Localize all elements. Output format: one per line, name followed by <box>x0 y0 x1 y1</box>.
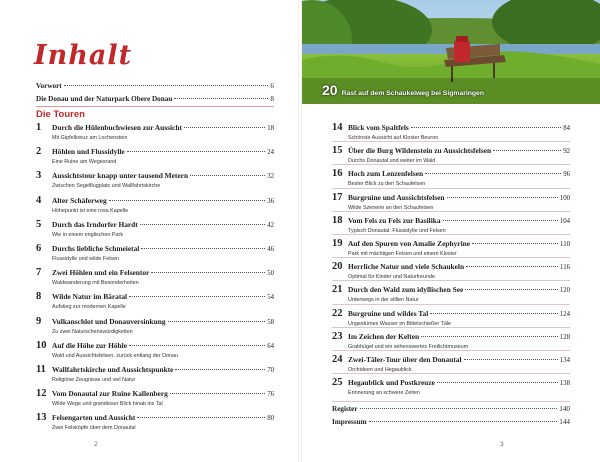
tour-title-line <box>348 123 570 132</box>
tour-page: 18 <box>267 125 274 132</box>
tour-title-line <box>52 413 274 422</box>
entry-divider <box>332 164 570 165</box>
tour-title-line <box>52 341 274 350</box>
leader-dots <box>430 313 557 314</box>
tour-title-line <box>52 244 274 253</box>
tour-title: Über die Burg Wildenstein zu Aussichtsfelsen <box>348 146 492 156</box>
tour-title: Hegaublick und Postkreuze <box>348 378 435 388</box>
tour-description: Waldwanderung mit Besonderheiten <box>52 280 139 287</box>
tour-number: 20 <box>332 261 343 273</box>
tour-page: 92 <box>563 148 570 156</box>
tour-title-line <box>52 317 274 326</box>
tour-description: Unterwegs in der stillen Natur <box>348 297 419 304</box>
tour-title-line <box>52 389 274 398</box>
toc-back-row[interactable] <box>332 418 570 426</box>
right-page <box>300 0 600 462</box>
tour-description: Wald und Aussichtsfelsen, zurück entlang der Donau <box>52 352 178 359</box>
toc-label: Impressum <box>332 418 367 426</box>
tour-title: Auf den Spuren von Amalie Zephyrine <box>348 239 471 248</box>
toc-page: 8 <box>270 95 274 103</box>
tour-number: 8 <box>36 291 42 303</box>
leader-dots <box>411 127 561 128</box>
tour-title: Burgruine und wildes Tal <box>348 308 429 318</box>
tour-title-line <box>348 239 570 248</box>
entry-divider <box>332 304 570 305</box>
tour-page: 120 <box>559 287 570 295</box>
leader-dots <box>493 150 561 151</box>
tour-title-line <box>348 285 570 294</box>
toc-label: Die Donau und der Naturpark Obere Donau <box>36 95 173 103</box>
leader-dots <box>190 175 265 176</box>
tour-description: Grabhügel und ein sehenswertes Freilichtmuseum <box>348 343 469 350</box>
leader-dots <box>437 382 558 383</box>
tour-description: Wie in einem englischen Park <box>52 231 124 238</box>
tour-number: 24 <box>332 354 343 365</box>
tour-number: 6 <box>36 243 42 254</box>
leader-dots <box>466 266 558 267</box>
tour-title: Durch den Wald zum idyllischen See <box>348 285 464 295</box>
tour-page: 124 <box>559 310 570 318</box>
tour-page: 70 <box>267 367 274 374</box>
tour-number: 18 <box>332 214 343 226</box>
tour-title-line <box>52 171 274 180</box>
tour-page: 116 <box>560 264 570 272</box>
caption-text: Rast auf dem Schaukelweg bei Sigmaringen <box>341 90 484 97</box>
tour-description: Religiöse Zeugnisse und viel Natur <box>52 377 136 383</box>
toc-front-row[interactable] <box>36 95 274 103</box>
leader-dots <box>443 220 558 221</box>
tour-title: Blick vom Spaltfels <box>348 123 409 132</box>
leader-dots <box>129 345 265 346</box>
caption-number: 20 <box>322 82 338 98</box>
leader-dots <box>447 197 558 198</box>
leader-dots <box>175 369 265 370</box>
page-number: 2 <box>94 441 98 448</box>
tour-description: Park mit mächtigen Felsen und einem Kloster <box>348 251 457 257</box>
photo-caption <box>322 82 484 98</box>
tour-description: Optimal für Kinder und Naturfreunde <box>348 274 435 281</box>
tour-title-line <box>348 262 570 271</box>
entry-divider <box>332 257 570 258</box>
tour-title: Vulkanschlot und Donauversinkung <box>52 316 166 326</box>
tour-page: 36 <box>267 197 274 205</box>
tour-number: 21 <box>332 284 343 296</box>
leader-dots <box>64 85 269 86</box>
tour-number: 10 <box>36 339 47 351</box>
tour-title: Vom Donautal zur Ruine Kallenberg <box>52 389 168 399</box>
tour-title-line <box>348 355 570 364</box>
tour-number: 15 <box>332 145 343 157</box>
leader-dots <box>425 173 561 174</box>
tour-title: Zwei Höhlen und ein Felsentor <box>52 268 150 278</box>
leader-dots <box>129 296 265 297</box>
tour-number: 9 <box>36 315 42 327</box>
tour-description: Mit Gipfelkreuz am Lochenstein <box>52 135 128 141</box>
tour-description: Schönste Aussicht auf Kloster Beuron <box>348 135 439 141</box>
leader-dots <box>464 359 558 360</box>
leader-dots <box>360 408 558 409</box>
tour-title: Durch die Hülenbuchwiesen zur Aussicht <box>52 123 182 132</box>
tour-title-line <box>52 292 274 301</box>
entry-divider <box>332 141 570 142</box>
tour-title: Herrliche Natur und viele Schaukeln <box>348 262 465 272</box>
entry-divider <box>332 350 570 351</box>
tour-number: 13 <box>36 412 47 424</box>
tour-number: 16 <box>332 168 343 180</box>
tour-page: 128 <box>559 333 570 341</box>
leader-dots <box>465 289 557 290</box>
tour-title: Alter Schäferweg <box>52 195 107 205</box>
tour-page: 46 <box>267 246 274 253</box>
leader-dots <box>421 336 558 337</box>
tour-page: 58 <box>267 318 274 326</box>
tour-title: Felsengarten und Aussicht <box>52 413 136 423</box>
tour-description: Höhepunkt ist eine rosa Kapelle <box>52 207 129 214</box>
tour-title-line <box>52 147 274 156</box>
tour-page: 138 <box>559 380 570 388</box>
leader-dots <box>168 321 266 322</box>
tour-description: Zwei Felsköpfe über dem Donautal <box>52 425 136 432</box>
tour-title: Durch das Irndorfer Hardt <box>52 219 138 229</box>
entry-divider <box>332 280 570 281</box>
tour-title-line <box>348 332 570 341</box>
tour-number: 14 <box>332 122 343 133</box>
tour-number: 25 <box>332 377 343 389</box>
tour-number: 22 <box>332 307 343 319</box>
entry-divider <box>332 327 570 328</box>
toc-label: Vorwort <box>36 82 62 90</box>
tour-title-line <box>52 220 274 229</box>
tour-title: Burgruine und Aussichtsfelsen <box>348 192 445 202</box>
divider <box>36 106 274 107</box>
tour-title: Wallfahrtskirche und Aussichtspunkte <box>52 365 174 374</box>
tour-page: 42 <box>267 221 274 229</box>
tour-title: Auf die Höhe zur Höhle <box>52 340 128 350</box>
tour-description: Ungestümes Wasser im Bittelschießer Täle <box>348 320 452 327</box>
leader-dots <box>174 98 268 99</box>
toc-back-row[interactable] <box>332 405 570 413</box>
tour-description: Eine Ruine am Wegesrand <box>52 159 117 166</box>
entry-divider <box>332 188 570 189</box>
tour-title: Hoch zum Lenzenfelsen <box>348 169 424 179</box>
toc-page: 6 <box>270 82 274 90</box>
tour-title-line <box>348 193 570 202</box>
leader-dots <box>170 393 265 394</box>
toc-label: Register <box>332 405 358 413</box>
tour-title: Vom Fels zu Fels zur Basilika <box>348 215 441 225</box>
toc-page: 140 <box>559 405 570 413</box>
tour-description: Wilde Szenerie an den Schaufelsen <box>348 204 434 211</box>
tour-page: 24 <box>267 149 274 157</box>
tour-number: 7 <box>36 267 42 279</box>
tour-number: 1 <box>36 122 42 133</box>
leader-dots <box>140 224 265 225</box>
toc-front-row[interactable] <box>36 82 274 90</box>
landscape-photo <box>302 0 600 104</box>
tour-page: 100 <box>559 194 570 202</box>
tour-number: 2 <box>36 146 42 158</box>
tour-description: Aufstieg zur modernen Kapelle <box>52 304 126 311</box>
toc-page: 144 <box>559 418 570 426</box>
leader-dots <box>184 127 265 128</box>
tour-description: Typisch Donautal: Flussidylle und Felsen <box>348 227 446 234</box>
tour-title: Zwei-Täler-Tour über den Donautal <box>348 355 462 364</box>
tour-number: 12 <box>36 388 47 400</box>
page-title: Inhalt <box>34 40 133 71</box>
leader-dots <box>369 421 558 422</box>
tour-description: Durchs Donautal und weiter im Wald <box>348 158 436 165</box>
tour-page: 76 <box>267 391 274 399</box>
tour-page: 84 <box>563 125 570 132</box>
leader-dots <box>127 151 266 152</box>
tour-page: 32 <box>267 173 274 181</box>
tour-number: 5 <box>36 218 42 230</box>
tour-title-line <box>52 123 274 132</box>
tour-title: Aussichtstour knapp unter tausend Metern <box>52 171 189 181</box>
tour-page: 50 <box>267 270 274 278</box>
tour-number: 19 <box>332 238 343 249</box>
entry-divider <box>332 211 570 212</box>
entry-divider <box>332 373 570 374</box>
tour-description: Zu zwei Naturschenswürdigkeiten <box>52 328 133 335</box>
tour-page: 80 <box>267 415 274 423</box>
tour-page: 134 <box>559 357 570 364</box>
leader-dots <box>141 248 265 249</box>
tour-title-line <box>52 268 274 277</box>
tour-description: Orchideen und Hegaublick <box>348 367 412 373</box>
tour-title-line <box>348 216 570 225</box>
tour-number: 3 <box>36 170 42 182</box>
tour-title-line <box>348 146 570 155</box>
tour-title: Wilde Natur im Bäratal <box>52 292 128 302</box>
tour-number: 11 <box>36 364 46 375</box>
tour-title-line <box>348 169 570 178</box>
leader-dots <box>472 243 558 244</box>
tour-number: 17 <box>332 191 343 203</box>
tour-title-line <box>52 365 274 374</box>
page-number: 3 <box>500 441 504 448</box>
tour-description: Erinnerung an schwere Zeiten <box>348 390 420 397</box>
section-heading: Die Touren <box>36 109 85 120</box>
tour-number: 23 <box>332 330 343 342</box>
tour-title: Durchs liebliche Schmeietal <box>52 244 140 253</box>
leader-dots <box>151 272 265 273</box>
tour-title: Im Zeichen der Kelten <box>348 331 420 341</box>
leader-dots <box>109 200 266 201</box>
tour-page: 104 <box>559 217 570 225</box>
tour-page: 64 <box>267 342 274 350</box>
tour-page: 96 <box>563 171 570 179</box>
tour-page: 54 <box>267 294 274 302</box>
tour-title-line <box>52 196 274 205</box>
tour-title-line <box>348 309 570 318</box>
tour-description: Wilde Wege und grandioser Blick hinab ins Tal <box>52 401 163 408</box>
tour-description: Bester Blick zu den Schaufelsen <box>348 181 426 188</box>
tour-title-line <box>348 378 570 387</box>
divider <box>332 401 570 402</box>
entry-divider <box>332 234 570 235</box>
tour-title: Höhlen und Flussidylle <box>52 147 125 157</box>
tour-description: Flussidylle und wilde Felsen <box>52 256 120 262</box>
tour-description: Zwischen Segelflugplatz und Wallfahrtskirche <box>52 183 161 190</box>
tour-number: 4 <box>36 194 42 206</box>
tour-page: 110 <box>560 241 570 248</box>
leader-dots <box>137 417 265 418</box>
